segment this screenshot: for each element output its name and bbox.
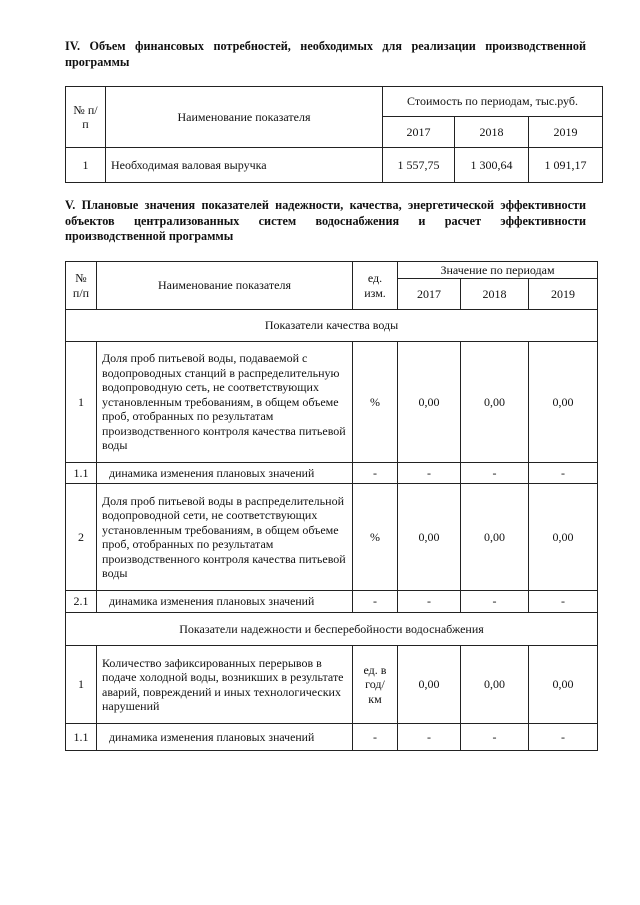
- row-name: динамика изменения плановых значений: [97, 591, 353, 613]
- row-value: -: [461, 724, 529, 751]
- table-row: [66, 463, 598, 484]
- col-header-number: № п/п: [66, 262, 97, 310]
- row-name: динамика изменения плановых значений: [97, 724, 353, 751]
- row-name: Количество зафиксированных перерывов в подаче холодной воды, возникших в результате аварий, повреждений и иных технологических нарушений: [97, 646, 353, 724]
- table-row: [66, 342, 598, 463]
- group-title-water-quality: Показатели качества воды: [66, 310, 598, 342]
- col-header-period-group: Стоимость по периодам, тыс.руб.: [383, 87, 603, 117]
- row-name: Доля проб питьевой воды в распределительной водопроводной сети, не соответствующих установленным требованиям, в общем объеме проб, отобранных по результатам производственного контроля качества питьевой воды: [97, 484, 353, 591]
- year-header: 2017: [398, 279, 461, 310]
- row-number: 1: [66, 148, 106, 183]
- row-value: 0,00: [398, 646, 461, 724]
- row-unit: -: [353, 724, 398, 751]
- row-unit: %: [353, 342, 398, 463]
- col-header-number: № п/п: [66, 87, 106, 148]
- table-row: [66, 591, 598, 613]
- row-number: 2.1: [66, 591, 97, 613]
- row-value: 1 300,64: [455, 148, 529, 183]
- year-header: 2019: [529, 279, 598, 310]
- section-4-heading: IV. Объем финансовых потребностей, необходимых для реализации производственной программы: [65, 39, 586, 69]
- row-number: 1.1: [66, 724, 97, 751]
- section-5-heading: V. Плановые значения показателей надежности, качества, энергетической эффективности объектов централизованных систем водоснабжения и расчет эффективности производственной программы: [65, 198, 586, 243]
- row-value: -: [529, 724, 598, 751]
- year-header: 2018: [461, 279, 529, 310]
- row-value: 1 557,75: [383, 148, 455, 183]
- col-header-unit: ед. изм.: [353, 262, 398, 310]
- row-name: Необходимая валовая выручка: [106, 148, 383, 183]
- row-unit: ед. в год/ км: [353, 646, 398, 724]
- row-value: 0,00: [529, 484, 598, 591]
- row-name: динамика изменения плановых значений: [97, 463, 353, 484]
- indicators-table: [65, 261, 598, 751]
- year-header: 2019: [529, 117, 603, 148]
- row-value: 0,00: [529, 646, 598, 724]
- year-header: 2017: [383, 117, 455, 148]
- row-unit: -: [353, 463, 398, 484]
- row-value: -: [529, 463, 598, 484]
- row-value: 0,00: [529, 342, 598, 463]
- row-value: -: [461, 591, 529, 613]
- row-value: 0,00: [461, 646, 529, 724]
- row-value: 0,00: [398, 342, 461, 463]
- row-value: 0,00: [461, 484, 529, 591]
- row-unit: %: [353, 484, 398, 591]
- row-number: 1.1: [66, 463, 97, 484]
- row-unit: -: [353, 591, 398, 613]
- row-value: -: [461, 463, 529, 484]
- col-header-name: Наименование показателя: [97, 262, 353, 310]
- table-row: [66, 484, 598, 591]
- col-header-name: Наименование показателя: [106, 87, 383, 148]
- row-name: Доля проб питьевой воды, подаваемой с водопроводных станций в распределительную водопроводную сеть, не соответствующих установленным требованиям, в общем объеме проб, отобранных по результатам производственного контроля качества питьевой воды: [97, 342, 353, 463]
- col-header-period-group: Значение по периодам: [398, 262, 598, 279]
- table-row: [66, 646, 598, 724]
- row-value: 1 091,17: [529, 148, 603, 183]
- row-number: 1: [66, 342, 97, 463]
- row-value: -: [398, 463, 461, 484]
- group-title-reliability: Показатели надежности и бесперебойности водоснабжения: [66, 613, 598, 646]
- table-row: [66, 148, 603, 183]
- row-value: 0,00: [461, 342, 529, 463]
- row-value: -: [529, 591, 598, 613]
- row-number: 1: [66, 646, 97, 724]
- table-row: [66, 724, 598, 751]
- row-value: 0,00: [398, 484, 461, 591]
- row-value: -: [398, 591, 461, 613]
- year-header: 2018: [455, 117, 529, 148]
- row-value: -: [398, 724, 461, 751]
- financial-needs-table: [65, 86, 603, 183]
- row-number: 2: [66, 484, 97, 591]
